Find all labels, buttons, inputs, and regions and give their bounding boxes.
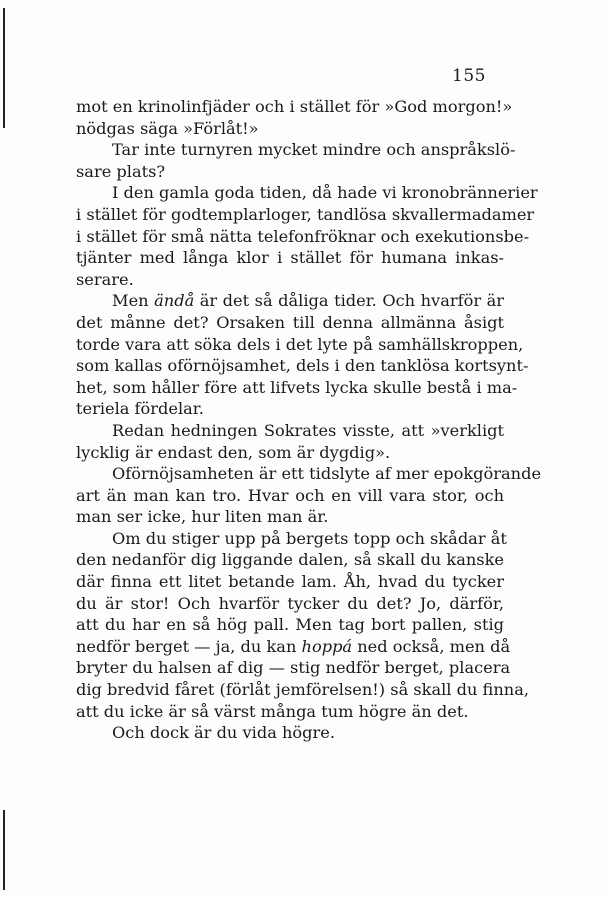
text-line: Tar inte turnyren mycket mindre och anspråkslö- xyxy=(112,140,516,160)
text-line: tjänter med långa klor i stället för humana inkas- xyxy=(76,248,504,268)
text-line xyxy=(76,636,511,658)
text-line: i stället för godtemplarloger, tandlösa skvallermadamer xyxy=(76,204,535,224)
text-line: man ser icke, hur liten man är. xyxy=(76,507,329,527)
text-line: att du icke är så värst många tum högre än det. xyxy=(76,701,469,721)
page-edge-mark xyxy=(3,8,5,128)
text-line: det månne det? Orsaken till denna allmänna åsigt xyxy=(76,312,504,332)
text-line: nödgas säga »Förlåt!» xyxy=(76,118,259,138)
text-line: torde vara att söka dels i det lyte på samhällskroppen, xyxy=(76,334,524,354)
text-line: där finna ett litet betande lam. Åh, hvad du tycker xyxy=(76,572,504,592)
page-edge-mark xyxy=(3,810,5,890)
text-line: I den gamla goda tiden, då hade vi kronobrännerier xyxy=(112,183,538,203)
text-line: att du har en så hög pall. Men tag bort pallen, stig xyxy=(76,615,504,635)
text-line: art än man kan tro. Hvar och en vill vara stor, och xyxy=(76,485,504,505)
text-line: het, som håller före att lifvets lycka skulle bestå i ma- xyxy=(76,377,518,397)
text-fragment: nedför berget — ja, du kan xyxy=(76,636,302,656)
text-line: dig bredvid fåret (förlåt jemförelsen!) så skall du finna, xyxy=(76,680,530,700)
text-line: Redan hedningen Sokrates visste, att »verkligt xyxy=(112,420,504,440)
text-fragment: Men xyxy=(112,291,155,311)
text-line: i stället för små nätta telefonfröknar och exekutionsbe- xyxy=(76,226,530,246)
emphasized-word: ändå xyxy=(154,291,195,311)
text-line: serare. xyxy=(76,269,134,289)
page-number: 155 xyxy=(452,66,486,86)
text-line: den nedanför dig liggande dalen, så skall du kanske xyxy=(76,550,504,570)
text-line: Om du stiger upp på bergets topp och skådar åt xyxy=(112,528,507,548)
text-line: bryter du halsen af dig — stig nedför berget, placera xyxy=(76,658,511,678)
text-line: som kallas oförnöjsamhet, dels i den tanklösa kortsynt- xyxy=(76,356,529,376)
text-line: teriela fördelar. xyxy=(76,399,204,419)
text-line: mot en krinolinfjäder och i stället för »God morgon!» xyxy=(76,97,513,116)
text-line: lycklig är endast den, som är dygdig». xyxy=(76,442,391,462)
body-text xyxy=(76,96,542,744)
text-fragment: ned också, men då xyxy=(352,636,511,656)
text-line: Oförnöjsamheten är ett tidslyte af mer epokgörande xyxy=(112,464,542,484)
emphasized-word: hoppá xyxy=(301,636,353,656)
text-line: du är stor! Och hvarför tycker du det? Jo, därför, xyxy=(76,593,504,613)
text-line: sare plats? xyxy=(76,161,166,181)
text-fragment: är det så dåliga tider. Och hvarför är xyxy=(194,291,504,311)
text-line: Och dock är du vida högre. xyxy=(112,723,335,743)
text-line xyxy=(76,290,504,312)
